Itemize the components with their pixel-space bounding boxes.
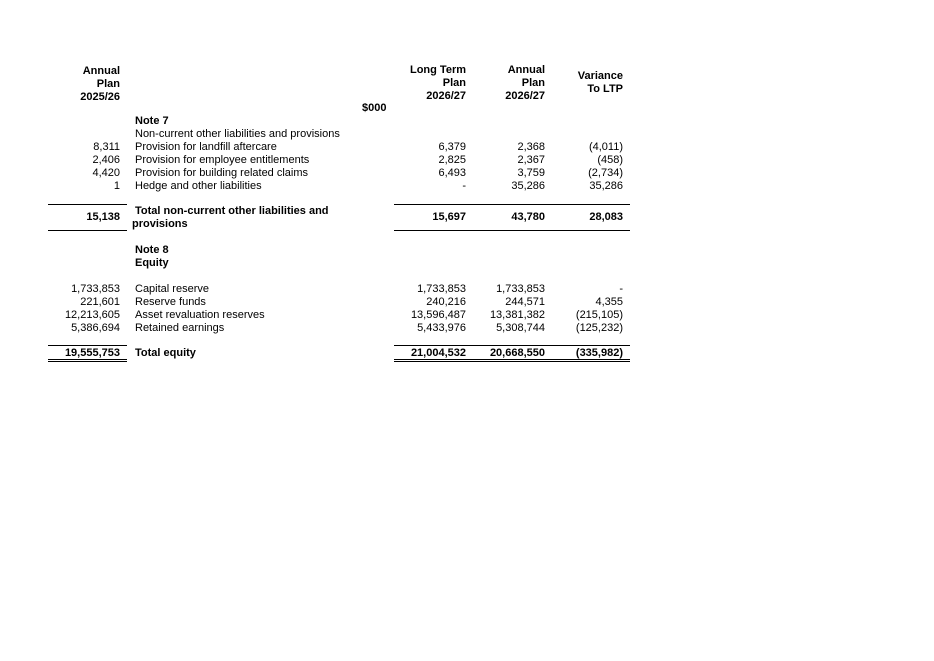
cell-ap2627: 2,367	[517, 154, 545, 166]
equity-rule-top-cols	[394, 345, 630, 346]
cell-variance: 35,286	[589, 180, 623, 192]
total-label-line1: Total non-current other liabilities and	[135, 205, 329, 217]
header-line: To LTP	[587, 83, 623, 95]
total-variance: 28,083	[589, 211, 623, 223]
row-label: Asset revaluation reserves	[135, 309, 265, 321]
note7-title: Note 7	[135, 115, 169, 127]
cell-ltp: 6,493	[438, 167, 466, 179]
cell-ltp: 240,216	[426, 296, 466, 308]
row-label: Reserve funds	[135, 296, 206, 308]
cell-variance: 4,355	[595, 296, 623, 308]
cell-ap2627: 2,368	[517, 141, 545, 153]
note7-subtitle: Non-current other liabilities and provisions	[135, 128, 340, 140]
equity-total-ap2627: 20,668,550	[489, 347, 545, 359]
cell-ap2627: 35,286	[511, 180, 545, 192]
equity-total-variance: (335,982)	[575, 347, 623, 359]
row-label: Capital reserve	[135, 283, 209, 295]
header-line: Long Term	[409, 64, 466, 76]
cell-variance: (125,232)	[575, 322, 623, 334]
header-line: Plan	[521, 77, 545, 89]
header-line: Annual	[507, 64, 545, 76]
equity-total-ltp: 21,004,532	[410, 347, 466, 359]
cell-variance: -	[619, 283, 623, 295]
cell-variance: (2,734)	[588, 167, 623, 179]
rule-top-cols	[394, 204, 630, 205]
cell-ap2526: 8,311	[93, 141, 120, 153]
rule-bottom-cols	[394, 230, 630, 231]
total-ap2526: 15,138	[86, 211, 120, 223]
row-label: Retained earnings	[135, 322, 225, 334]
cell-ap2526: 5,386,694	[71, 322, 120, 334]
header-annual-plan-2026-27	[485, 64, 545, 103]
total-ltp: 15,697	[432, 211, 466, 223]
equity-rule-top-col1	[48, 345, 127, 346]
cell-ap2627: 5,308,744	[496, 322, 545, 334]
header-line: 2026/27	[505, 90, 545, 102]
row-label: Provision for landfill aftercare	[135, 141, 277, 153]
equity-double-rule-col1	[48, 359, 127, 362]
header-line: Variance	[577, 70, 623, 82]
cell-variance: (458)	[597, 154, 623, 166]
equity-total-ap2526: 19,555,753	[64, 347, 120, 359]
row-label: Provision for building related claims	[135, 167, 309, 179]
cell-ap2526: 1	[113, 180, 120, 192]
cell-ap2526: 221,601	[80, 296, 120, 308]
equity-total-label: Total equity	[135, 347, 196, 359]
cell-ap2526: 12,213,605	[64, 309, 120, 321]
rule-top-col1	[48, 204, 127, 205]
cell-variance: (4,011)	[588, 141, 623, 153]
row-label: Hedge and other liabilities	[135, 180, 262, 192]
cell-ltp: 5,433,976	[417, 322, 466, 334]
header-variance-to-ltp	[563, 70, 623, 96]
header-annual-plan-2025-26	[60, 65, 120, 104]
cell-ap2526: 2,406	[92, 154, 120, 166]
total-label-line2: provisions	[132, 218, 188, 230]
header-line: 2025/26	[80, 91, 120, 103]
cell-variance: (215,105)	[575, 309, 623, 321]
header-line: 2026/27	[426, 90, 466, 102]
cell-ltp: 13,596,487	[410, 309, 466, 321]
header-line: Plan	[96, 78, 120, 90]
note8-subtitle: Equity	[135, 257, 169, 269]
total-ap2627: 43,780	[511, 211, 545, 223]
cell-ltp: 6,379	[438, 141, 466, 153]
equity-double-rule-cols	[394, 359, 630, 362]
cell-ap2627: 1,733,853	[496, 283, 545, 295]
header-line: Annual	[82, 65, 120, 77]
cell-ltp: 1,733,853	[417, 283, 466, 295]
header-line: Plan	[442, 77, 466, 89]
cell-ap2627: 3,759	[517, 167, 545, 179]
rule-bottom-col1	[48, 230, 127, 231]
unit-label: $000	[362, 102, 387, 114]
row-label: Provision for employee entitlements	[135, 154, 310, 166]
header-long-term-plan-2026-27	[396, 64, 466, 103]
cell-ap2627: 13,381,382	[489, 309, 545, 321]
note8-title: Note 8	[135, 244, 169, 256]
cell-ltp: 2,825	[438, 154, 466, 166]
cell-ltp: -	[462, 180, 466, 192]
cell-ap2627: 244,571	[505, 296, 545, 308]
cell-ap2526: 4,420	[92, 167, 120, 179]
cell-ap2526: 1,733,853	[71, 283, 120, 295]
